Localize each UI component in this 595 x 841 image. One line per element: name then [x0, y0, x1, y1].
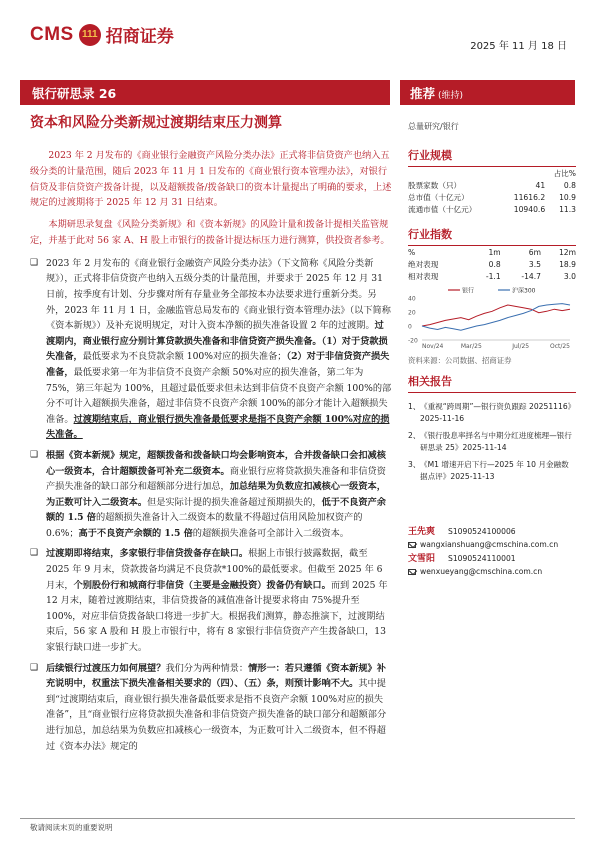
y-tick-label: 40	[408, 295, 416, 303]
industry-index-table	[408, 246, 576, 282]
row-value: 41	[535, 180, 546, 190]
bullet-text-segment: 的超额损失准备可全部计入二级资本。	[192, 527, 349, 539]
industry-index-section	[408, 226, 576, 282]
row-value: 0.8	[488, 259, 501, 269]
checkbox-bullet-icon: ❑	[30, 449, 39, 460]
bullet-paragraph	[30, 256, 392, 443]
report-date: 2025 年 11 月 18 日	[470, 41, 567, 52]
related-reports-heading: 相关报告	[408, 373, 576, 393]
bullet-list	[30, 256, 392, 754]
bullet-text-segment: 根据上市银行披露数据，截至 2025 年 9 月末，贷款拨备均满足不良贷款*100%的最低要求。但截至 2025 年 6 月末，	[46, 548, 383, 591]
sidebar-top	[408, 110, 576, 132]
checkbox-bullet-icon: ❑	[30, 257, 39, 268]
list-item[interactable]	[408, 430, 576, 455]
analyst-row	[408, 553, 576, 566]
y-tick-label: 0	[408, 323, 412, 331]
checkbox-bullet-icon: ❑	[30, 662, 39, 673]
bullet-text-segment: 商业银行应将贷款损失准备和非信贷资产损失准备的缺口部分和超额部分进行加总，	[46, 465, 386, 493]
col-header: 6m	[528, 247, 541, 257]
bullet-text-segment: 其中提到“过渡期结束后，商业银行损失准备最低要求是指不良资产余额 100%对应的损失准备”，且“商业银行应将贷款损失准备和非信贷资产损失准备的缺口部分和超额部分进行加总，加总结果为负数应扣减核心一级资本，为正数可计入二级资本，但不得超过《资本办法》规定的	[46, 678, 387, 752]
summary-section	[30, 148, 392, 249]
main-body	[30, 148, 392, 759]
report-link[interactable]: 《M1 增速开启下行—2025 年 10 月金融数据点评》2025-11-13	[420, 459, 569, 482]
logo-cms-text: CMS	[30, 23, 74, 45]
analyst-email[interactable]	[408, 539, 576, 552]
row-value: -14.7	[521, 271, 541, 281]
row-label: 绝对表现	[408, 259, 439, 269]
related-reports-list	[408, 401, 576, 483]
bullet-text-segment: 加总结果为负数应扣减核心一级资本，为正数可计入二级资本。	[46, 481, 386, 508]
footer-divider	[20, 818, 575, 819]
row-value: 18.9	[559, 259, 576, 269]
analyst-email[interactable]	[408, 566, 576, 579]
item-number: 1、	[408, 402, 421, 411]
col-header: 12m	[558, 247, 576, 257]
list-item[interactable]	[408, 401, 576, 426]
sector-label: 总量研究/银行	[408, 122, 459, 131]
x-tick-label: Oct/25	[549, 343, 570, 350]
col-header: %	[408, 247, 416, 257]
row-pct: 0.8	[563, 180, 576, 190]
email-text[interactable]: wenxueyang@cmschina.com.cn	[420, 566, 543, 576]
item-number: 3、	[408, 459, 421, 469]
analyst-row	[408, 526, 576, 539]
bullet-paragraph	[30, 546, 392, 655]
bullet-text-segment: 后续银行过渡压力如何展望？	[46, 662, 166, 674]
item-number: 2、	[408, 430, 421, 440]
row-value: 11616.2	[513, 192, 546, 202]
list-item[interactable]	[408, 459, 576, 484]
table-row	[408, 179, 576, 191]
legend-label: 银行	[462, 287, 475, 295]
row-label: 股票家数（只）	[408, 180, 462, 190]
pct-column-header: 占比%	[553, 168, 576, 178]
report-link[interactable]: 《银行股息率择名与中期分红进度梳理—银行研思录 25》2025-11-14	[420, 430, 572, 453]
table-row	[408, 191, 576, 203]
email-icon	[408, 542, 416, 548]
summary-paragraph: 本期研思录复盘《风险分类新规》和《资本新规》的风险计量和拨备计提相关监管规定，并基于此对 56 家 A、H 股上市银行的拨备计提达标压力进行测算，供投资者参考。	[30, 219, 390, 246]
row-value: 3.5	[528, 259, 541, 269]
bullet-text-segment: 最低要求为不良贷款余额 100%对应的损失准备；	[82, 351, 287, 363]
table-row	[408, 203, 576, 215]
x-tick-label: Nov/24	[422, 343, 444, 350]
row-value: 3.0	[563, 271, 576, 281]
analyst-id: S1090524110001	[448, 554, 516, 563]
analyst-section	[408, 526, 576, 578]
table-row	[408, 258, 576, 270]
row-label: 相对表现	[408, 271, 439, 281]
bullet-text-segment: 高于不良资产余额的 1.5 倍	[78, 527, 193, 539]
bullet-text-segment: 最低要求第一年为非信贷不良资产余额 50%对应的损失准备，第二年为 75%，第三年起为 100%，且超过最低要求但未达到非信贷不良资产余额 100%的部分不可计入超额损失准备，超过非信贷不良资产余额 100%的部分才能计入超额损失准备。	[46, 366, 392, 425]
related-reports-section	[408, 373, 576, 487]
bullet-text-segment: 过渡期内，商业银行应分别计算贷款损失准备和非信贷资产损失准备。（1）对于贷款损失准备，	[46, 320, 388, 363]
row-pct: 10.9	[559, 192, 576, 202]
analyst-id: S1090524100006	[448, 527, 516, 536]
bullet-paragraph	[30, 448, 392, 542]
industry-scale-table	[408, 167, 576, 215]
bullet-text-segment: 过渡期即将结束，多家银行非信贷拨备存在缺口。	[46, 548, 249, 560]
industry-scale-heading: 行业规模	[408, 147, 576, 167]
table-row	[408, 270, 576, 282]
bullet-text-segment: 根据《资本新规》规定，超额拨备和拨备缺口均会影响资本，合并拨备缺口会扣减核心一级资本，合计超额拨备可补充二级资本。	[46, 449, 386, 477]
report-title: 资本和风险分类新规过渡期结束压力测算	[30, 115, 282, 131]
bullet-text-segment: 的超额损失准备计入二级资本的数量不得超过信用风险加权资产的 0.6%；	[46, 512, 363, 539]
bullet-text-segment: 情形一：若只遵循《资本新规》补充说明中，权重法下损失准备相关要求的（四）、（五）条，则预计影响不大。	[46, 662, 386, 690]
bullet-text-segment: 个别股份行和城商行非信贷（主要是金融投资）拨备仍有缺口。	[73, 579, 331, 591]
y-tick-label: -20	[408, 337, 418, 345]
chart-source: 资料来源：公司数据、招商证券	[408, 356, 512, 365]
series-line	[422, 305, 570, 326]
x-tick-label: Jul/25	[512, 343, 530, 350]
bullet-text-segment: 过渡期结束后，商业银行损失准备最低要求是指不良资产余额 100%对应的损失准备。	[46, 413, 390, 441]
x-tick-label: Mar/25	[460, 343, 482, 350]
bullet-text-segment: 但是实际计提的损失准备超过预期损失的，	[147, 496, 322, 508]
email-text[interactable]: wangxianshuang@cmschina.com.cn	[420, 539, 559, 549]
bullet-paragraph	[30, 661, 392, 755]
bullet-text-segment: 而到 2025 年 12 月末，随着过渡期结束，非信贷拨备的减值准备计提要求将由 75%提升至 100%，对应非信贷拨备缺口将进一步扩大。根据我们测算，静态推演下，过渡期结束后，56 家 A 股和 H 股上市银行中，将有 8 家银行非信贷资产产生拨备缺口，13 家银行缺口进一步扩大。	[46, 579, 388, 654]
checkbox-bullet-icon: ❑	[30, 548, 39, 559]
row-label: 流通市值（十亿元）	[408, 204, 477, 214]
series-line	[422, 304, 570, 331]
row-value: 10940.6	[513, 204, 546, 214]
row-label: 总市值（十亿元）	[408, 192, 469, 202]
row-value: -1.1	[485, 271, 501, 281]
series-title-bar: 银行研思录 26	[20, 80, 390, 105]
bullet-text-segment: 低于不良资产余额的 1.5 倍	[46, 496, 386, 524]
row-pct: 11.3	[559, 204, 576, 214]
brand-logo	[30, 22, 174, 47]
rating-label: 推荐	[410, 86, 436, 101]
y-tick-label: 20	[408, 309, 416, 317]
index-performance-chart	[408, 286, 576, 351]
report-link[interactable]: 《重视“跨周期”—银行资负跟踪 20251116》2025-11-16	[420, 402, 576, 424]
logo-company-name: 招商证券	[105, 27, 174, 47]
bullet-text-segment: 2023 年 2 月发布的《商业银行金融资产风险分类办法》（下文简称《风险分类新规》），正式将非信贷资产也纳入五级分类的计量范围，并要求于 2025 年 12 月 31 日前，按季度有计划、分步骤对所有存量业务全部按本办法要求进行重新分类。另外，2023 年 11 月 1 日，金融监管总局发布的《商业银行资本管理办法》（以下简称《资本新规》）及补充说明规定，对计入资本净额的损失准备设置 2 年的过渡期。	[46, 257, 391, 332]
industry-index-heading: 行业指数	[408, 226, 576, 246]
industry-scale-section	[408, 147, 576, 215]
summary-paragraph: 2023 年 2 月发布的《商业银行金融资产风险分类办法》正式将非信贷资产也纳入五级分类的计量范围，随后 2023 年 11 月 1 日发布的《商业银行资本管理办法》，对银行信贷及非信贷资产拨备计提，以及超额拨备/拨备缺口的资本计量提出了明确的要求，上述规定的过渡期将于 2025 年 12 月 31 日结束。	[30, 150, 392, 209]
email-icon	[408, 569, 416, 575]
rating-note: (维持)	[438, 91, 464, 101]
bullet-text-segment: （2）对于非信贷资产损失准备，	[46, 351, 390, 378]
analyst-name: 王先爽	[408, 527, 436, 537]
table-header-row	[408, 246, 576, 258]
analyst-name: 文雪阳	[408, 554, 436, 564]
col-header: 1m	[488, 247, 501, 257]
rating-bar	[400, 80, 575, 105]
footer-note: 敬请阅读末页的重要说明	[30, 823, 113, 832]
legend-label: 沪深300	[512, 287, 536, 295]
bullet-text-segment: 我们分为两种情景：	[165, 662, 249, 674]
logo-badge-icon: 111	[79, 24, 101, 46]
